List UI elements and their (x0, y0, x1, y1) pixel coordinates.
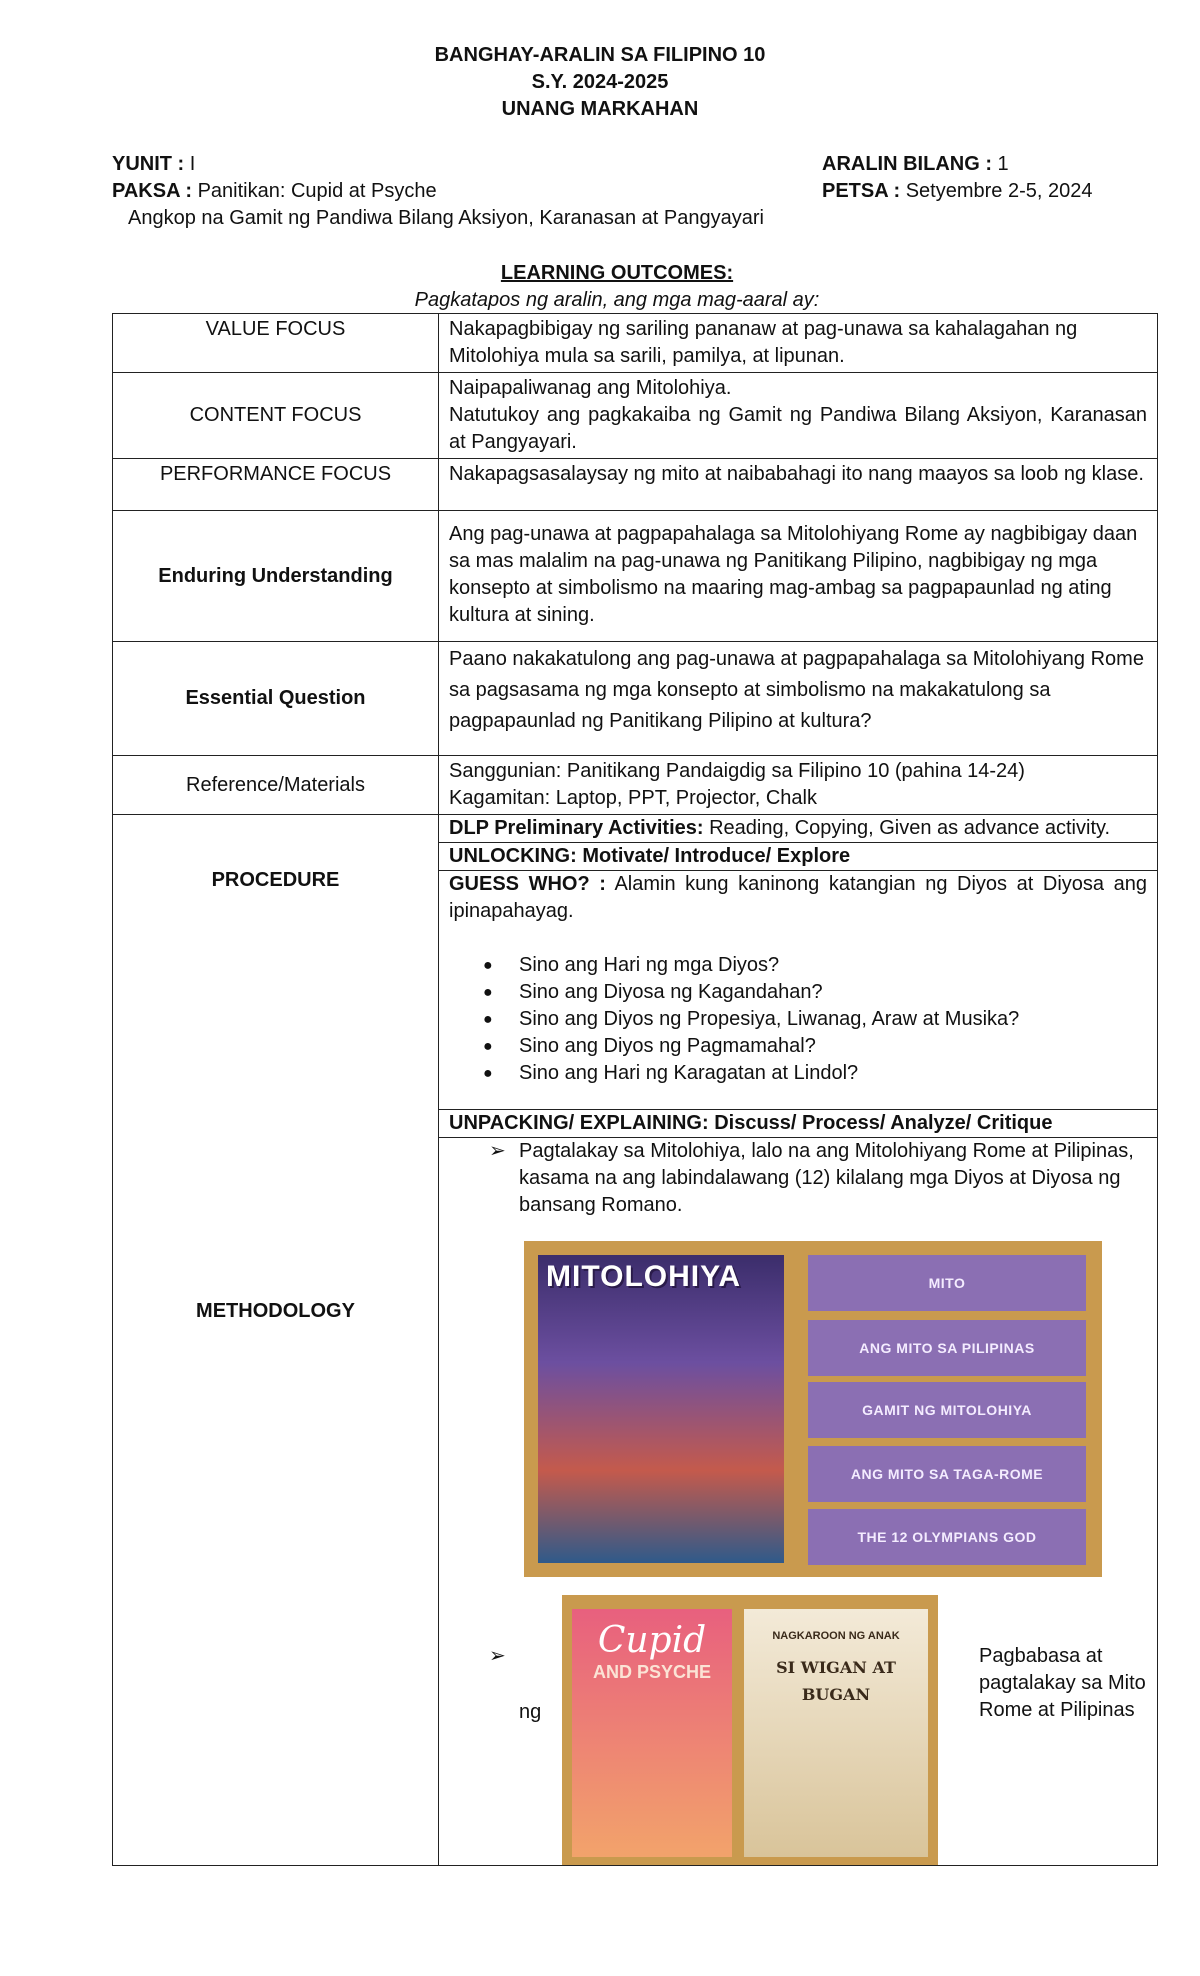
cover2-top: NAGKAROON NG ANAK (772, 1630, 900, 1642)
aralin-label: ARALIN BILANG : (822, 153, 992, 175)
row-reference (113, 756, 1158, 815)
procedure-methodology-labels (113, 815, 439, 1866)
row-value-focus (113, 314, 1158, 373)
dlp-line (439, 815, 1157, 843)
item-2-text: Pagbabasa at pagtalakay sa Mito Rome at Pilipinas (979, 1645, 1146, 1721)
yunit-value: I (189, 153, 196, 175)
slide-button: ANG MITO SA PILIPINAS (808, 1320, 1086, 1376)
methodology-label: METHODOLOGY (196, 1300, 355, 1322)
paksa-value: Panitikan: Cupid at Psyche (197, 180, 437, 202)
dlp-bold: DLP Preliminary Activities: (449, 817, 704, 839)
methodology-item-2 (449, 1595, 1147, 1865)
paksa-line (112, 180, 437, 203)
outcomes-heading: LEARNING OUTCOMES: (500, 262, 734, 284)
myth-covers-image (562, 1595, 938, 1865)
list-item: ● Sino ang Diyosa ng Kagandahan? (449, 979, 1147, 1006)
reference-label: Reference/Materials (113, 756, 439, 815)
paksa-subtopic: Angkop na Gamit ng Pandiwa Bilang Aksiyon, Karanasan at Pangyayari (128, 207, 764, 229)
content-focus-cell (439, 373, 1158, 459)
list-item: ● Sino ang Diyos ng Pagmamahal? (449, 1033, 1147, 1060)
arrow-bullet-icon: ➢ (489, 1140, 506, 1162)
list-item: ● Sino ang Diyos ng Propesiya, Liwanag, Araw at Musika? (449, 1006, 1147, 1033)
row-performance-focus (113, 459, 1158, 511)
value-focus-label: VALUE FOCUS (113, 314, 439, 373)
yunit-line (112, 153, 195, 176)
aralin-line (822, 153, 1009, 176)
wigan-bugan-cover (744, 1609, 928, 1857)
slide-button: MITO (808, 1255, 1086, 1311)
aralin-value: 1 (997, 153, 1009, 175)
cover1-title: Cupid (597, 1620, 707, 1661)
essential-text: Paano nakakatulong ang pag-unawa at pagpapahalaga sa Mitolohiyang Rome sa pagsasama ng mga konsepto at simbolismo na makakatulong sa pagpapaunlad ng Panitikang Pilipino at kultura? (439, 642, 1158, 756)
row-essential-question (113, 642, 1158, 756)
guess-who-questions (449, 952, 1147, 1087)
slide-button: THE 12 OLYMPIANS GOD (808, 1509, 1086, 1565)
methodology-item-1-text: Pagtalakay sa Mitolohiya, lalo na ang Mitolohiyang Rome at Pilipinas, kasama na ang labindalawang (12) kilalang mga Diyos at Diyosa ng bansang Romano. (519, 1140, 1134, 1216)
methodology-item-1 (449, 1138, 1147, 1219)
paksa-label: PAKSA : (112, 180, 192, 202)
petsa-value: Setyembre 2-5, 2024 (905, 180, 1093, 202)
value-focus-text: Nakapagbibigay ng sariling pananaw at pag-unawa sa kahalagahan ng Mitolohiya mula sa sarili, pamilya, at lipunan. (439, 314, 1158, 373)
quarter: UNANG MARKAHAN (501, 98, 699, 120)
list-item: ● Sino ang Hari ng Karagatan at Lindol? (449, 1060, 1147, 1087)
petsa-line (822, 180, 1093, 203)
reference-cell (439, 756, 1158, 815)
cupid-psyche-cover (572, 1609, 732, 1857)
enduring-text: Ang pag-unawa at pagpapahalaga sa Mitolohiyang Rome ay nagbibigay daan sa mas malalim na pag-unawa ng Panitikang Pilipino, nagbibigay ng mga konsepto at simbolismo na maaring mag-ambag sa pagpapaunlad ng ating kultura at sining. (439, 511, 1158, 642)
slide-button: GAMIT NG MITOLOHIYA (808, 1382, 1086, 1438)
yunit-label: YUNIT : (112, 153, 185, 175)
enduring-label: Enduring Understanding (113, 511, 439, 642)
content-focus-line2: Natutukoy ang pagkakaiba ng Gamit ng Pandiwa Bilang Aksiyon, Karanasan at Pangyayari. (449, 404, 1147, 453)
cover2-title: SI WIGAN AT BUGAN (776, 1658, 896, 1704)
outcomes-intro: Pagkatapos ng aralin, ang mga mag-aaral ay: (414, 289, 820, 311)
methodology-content (449, 1138, 1147, 1865)
content-focus-line1: Naipapaliwanag ang Mitolohiya. (449, 377, 732, 399)
essential-label: Essential Question (113, 642, 439, 756)
arrow-bullet-icon: ➢ (489, 1645, 506, 1667)
guess-who-bold: GUESS WHO? : (449, 873, 606, 895)
procedure-label: PROCEDURE (211, 869, 340, 891)
cover1-subtitle: AND PSYCHE (592, 1662, 712, 1682)
reference-line1: Sanggunian: Panitikang Pandaigdig sa Filipino 10 (pahina 14-24) (449, 760, 1025, 782)
document-title: BANGHAY-ARALIN SA FILIPINO 10 (434, 44, 766, 66)
item-2-prefix: ng (519, 1701, 542, 1723)
row-enduring-understanding (113, 511, 1158, 642)
unlocking-heading: UNLOCKING: Motivate/ Introduce/ Explore (439, 843, 1157, 871)
gods-illustration (538, 1255, 784, 1563)
performance-focus-text: Nakapagsasalaysay ng mito at naibabahagi ito nang maayos sa loob ng klase. (439, 459, 1158, 511)
guess-who-block (439, 871, 1157, 1110)
reference-line2: Kagamitan: Laptop, PPT, Projector, Chalk (449, 787, 817, 809)
school-year: S.Y. 2024-2025 (531, 71, 669, 93)
guess-who-line (449, 871, 1147, 925)
dlp-text: Reading, Copying, Given as advance activity. (709, 817, 1111, 839)
list-item: ● Sino ang Hari ng mga Diyos? (449, 952, 1147, 979)
lesson-plan-table (112, 313, 1158, 1866)
row-procedure-methodology (113, 815, 1158, 1866)
performance-focus-label: PERFORMANCE FOCUS (113, 459, 439, 511)
procedure-methodology-content (439, 815, 1158, 1866)
petsa-label: PETSA : (822, 180, 901, 202)
slide-title: MITOLOHIYA (546, 1260, 742, 1293)
slide-button: ANG MITO SA TAGA-ROME (808, 1446, 1086, 1502)
mitolohiya-slide-image (524, 1241, 1102, 1577)
unpacking-heading: UNPACKING/ EXPLAINING: Discuss/ Process/ Analyze/ Critique (439, 1110, 1157, 1138)
row-content-focus (113, 373, 1158, 459)
content-focus-label: CONTENT FOCUS (113, 373, 439, 459)
guess-who-text: Alamin kung kaninong katangian ng Diyos at Diyosa ang ipinapahayag. (449, 873, 1147, 922)
